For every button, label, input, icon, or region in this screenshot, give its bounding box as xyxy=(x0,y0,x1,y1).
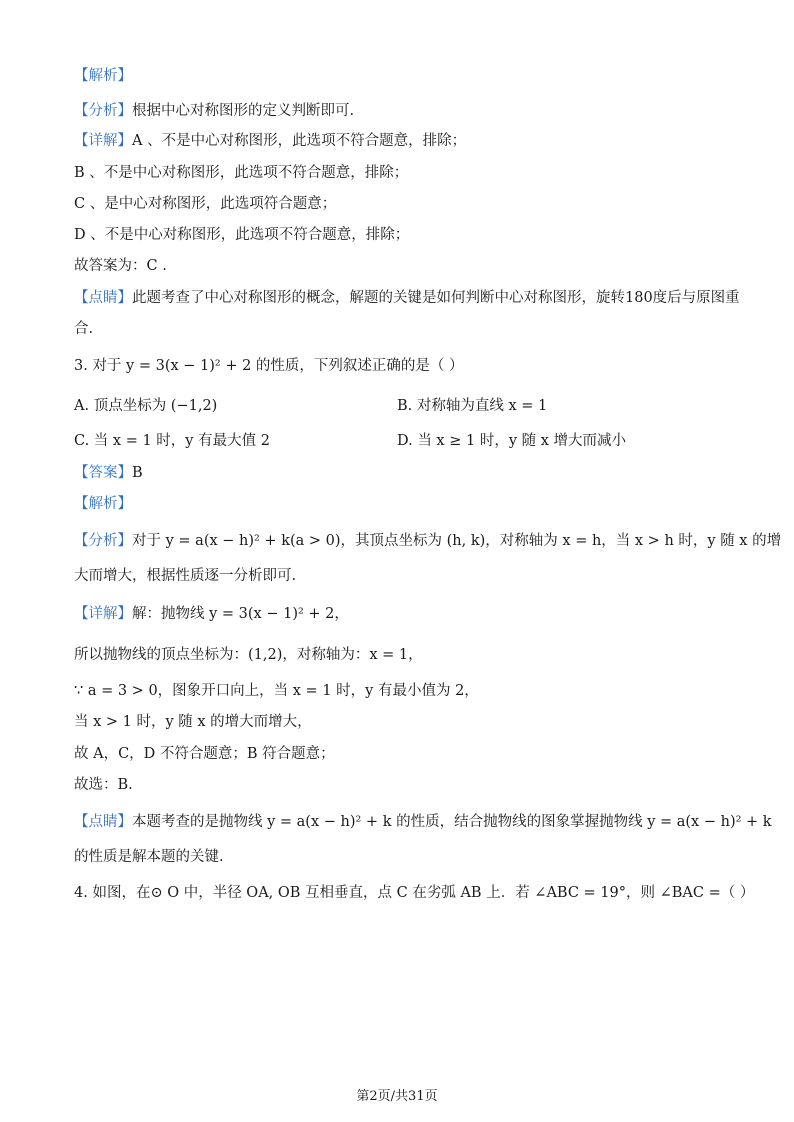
line-0 xyxy=(74,66,132,86)
line-13: 大而增大，根据性质逐一分析即可. xyxy=(74,568,297,584)
option-b: B. 对称轴为直线 x = 1 xyxy=(397,398,548,414)
option-c: C. 当 x = 1 时，y 有最大值 2 xyxy=(74,433,270,449)
line-5: D 、不是中心对称图形，此选项不符合题意，排除； xyxy=(74,227,410,243)
line-20: 【点睛】本题考查的是抛物线 y = a(x − h)² + k 的性质，结合抛物线的图象掌握抛物线 y = a(x − h)² + k xyxy=(74,814,772,830)
line-1: 【分析】根据中心对称图形的定义判断即可. xyxy=(74,103,355,119)
line-7: 【点睛】此题考查了中心对称图形的概念，解题的关键是如何判断中心对称图形，旋转180度后与原图重 xyxy=(74,290,740,306)
question-4: 4. 如图，在⊙ O 中，半径 OA, OB 互相垂直，点 C 在劣弧 AB 上．若 ∠ABC = 19°，则 ∠BAC =（ ） xyxy=(74,885,755,901)
line-10 xyxy=(74,463,143,483)
section-tag: 【分析】 xyxy=(74,103,132,119)
option-a: A. 顶点坐标为 (−1,2) xyxy=(74,398,218,414)
line-2: 【详解】A 、不是中心对称图形，此选项不符合题意，排除； xyxy=(74,133,467,149)
line-21: 的性质是解本题的关键. xyxy=(74,849,224,865)
line-15: 所以抛物线的顶点坐标为：(1,2)，对称轴为：x = 1， xyxy=(74,647,423,663)
section-tag: 【点睛】 xyxy=(74,814,132,830)
answer-value: B xyxy=(132,465,143,481)
line-3: B 、不是中心对称图形，此选项不符合题意，排除； xyxy=(74,165,409,181)
section-tag: 【答案】 xyxy=(74,465,132,481)
section-tag: 【详解】 xyxy=(74,133,132,149)
line-18: 故 A，C，D 不符合题意；B 符合题意； xyxy=(74,746,335,762)
line-19: 故选：B. xyxy=(74,777,133,793)
line-14: 【详解】解：抛物线 y = 3(x − 1)² + 2， xyxy=(74,606,349,622)
line-6: 故答案为：C . xyxy=(74,258,167,274)
line-17: 当 x > 1 时，y 随 x 的增大而增大， xyxy=(74,714,312,730)
line-4: C 、是中心对称图形，此选项符合题意； xyxy=(74,196,337,212)
line-11 xyxy=(74,494,132,514)
section-tag: 【分析】 xyxy=(74,533,132,549)
question-3: 3. 对于 y = 3(x − 1)² + 2 的性质，下列叙述正确的是（ ） xyxy=(74,358,464,374)
section-tag: 【详解】 xyxy=(74,606,132,622)
line-12: 【分析】对于 y = a(x − h)² + k(a > 0)，其顶点坐标为 (h, k)，对称轴为 x = h，当 x > h 时，y 随 x 的增 xyxy=(74,533,782,549)
section-tag: 【解析】 xyxy=(74,496,132,512)
line-16: ∵ a = 3 > 0，图象开口向上，当 x = 1 时，y 有最小值为 2， xyxy=(74,683,479,699)
section-tag: 【解析】 xyxy=(74,68,132,84)
option-d: D. 当 x ≥ 1 时，y 随 x 增大而减小 xyxy=(397,433,627,449)
line-8: 合. xyxy=(74,321,94,337)
section-tag: 【点睛】 xyxy=(74,290,132,306)
page-footer: 第2页/共31页 xyxy=(356,1089,438,1104)
